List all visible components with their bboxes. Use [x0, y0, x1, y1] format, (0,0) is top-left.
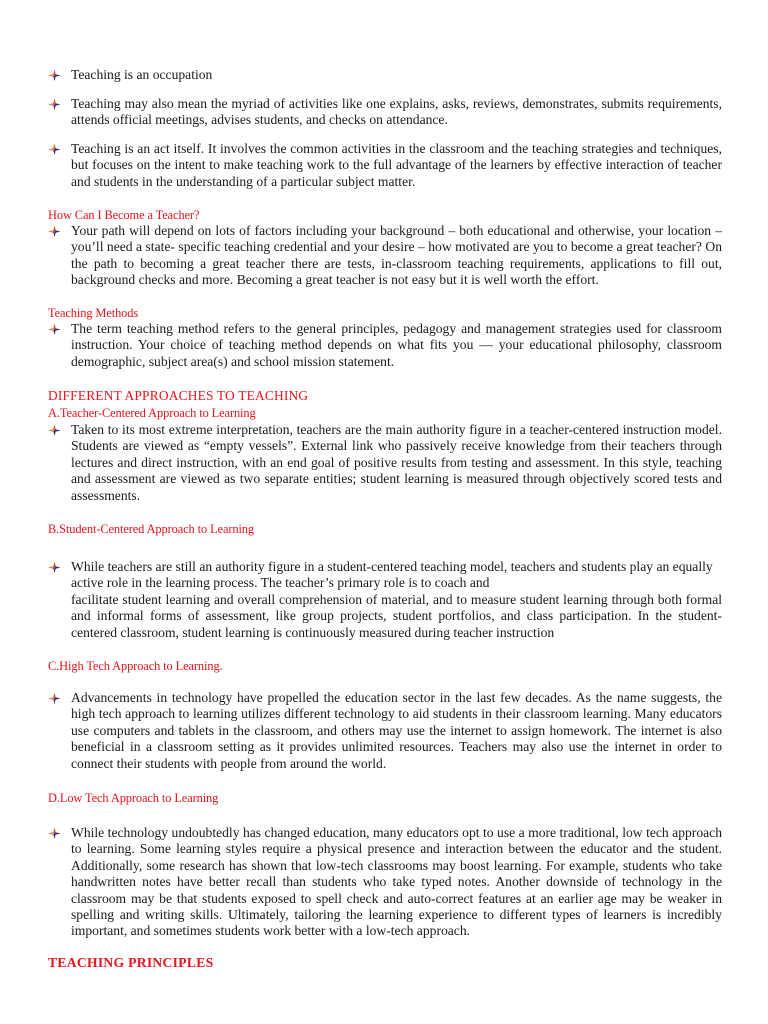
- teaching-methods-item: [48, 321, 722, 370]
- approach-a-text: Taken to its most extreme interpretation, teachers are the main authority figure in a teacher-centered instruction model. Students are viewed as “empty vessels”. External link who passively receive knowledge from their teachers through lectures and direct instruction, with an end goal of positive results from testing and assessment. In this style, teaching and assessment are viewed as two separate entities; student learning is measured through objectively scored tests and assessments.: [71, 422, 722, 503]
- intro-item-text: Teaching may also mean the myriad of activities like one explains, asks, reviews, demonstrates, submits requirements, attends official meetings, advises students, and checks on attendance.: [71, 96, 722, 128]
- approach-b-item: [48, 559, 722, 641]
- approach-d-text: While technology undoubtedly has changed education, many educators opt to use a more traditional, low tech approach to learning. Some learning styles require a physical presence and interaction between the educator and the student. Additionally, some research has shown that low-tech classrooms may boost learning. For example, students who take handwritten notes have better recall than students who take typed notes. Another downside of technology in the classroom may be that students exposed to spell check and auto-correct features at an earlier age may be weaker in spelling and writing skills. Ultimately, tailoring the learning experience to different types of learners is incredibly important, and sometimes students work better with a low-tech approach.: [71, 825, 722, 939]
- intro-item-2: [48, 96, 722, 129]
- teaching-methods-heading: Teaching Methods: [48, 306, 139, 320]
- intro-item-text: Teaching is an act itself. It involves the common activities in the classroom and the teaching strategies and techniques, but focuses on the intent to make teaching work to the full advantage of the learners by effective interaction of teacher and students in the understanding of a particular subject matter.: [71, 141, 722, 189]
- four-point-star-bullet-icon: [48, 562, 61, 573]
- teaching-principles-heading: TEACHING PRINCIPLES: [48, 955, 214, 970]
- approach-b-text-1: While teachers are still an authority figure in a student-centered teaching model, teachers and students play an equally active role in the learning process. The teacher’s primary role is to coach and: [71, 559, 713, 591]
- approach-c-item: [48, 690, 722, 772]
- four-point-star-bullet-icon: [48, 828, 61, 839]
- approaches-heading: DIFFERENT APPROACHES TO TEACHING: [48, 388, 309, 403]
- approach-a-item: [48, 422, 722, 504]
- teaching-methods-text: The term teaching method refers to the general principles, pedagogy and management strategies used for classroom instruction. Your choice of teaching method depends on what fits you — your educational philosophy, classroom demographic, subject area(s) and school mission statement.: [71, 321, 722, 369]
- four-point-star-bullet-icon: [48, 226, 61, 237]
- approach-c-heading: C.High Tech Approach to Learning.: [48, 659, 223, 673]
- become-teacher-heading: How Can I Become a Teacher?: [48, 208, 200, 222]
- four-point-star-bullet-icon: [48, 425, 61, 436]
- intro-item-1: [48, 67, 722, 83]
- become-teacher-text: Your path will depend on lots of factors including your background – both educational and otherwise, your location – you’ll need a state- specific teaching credential and your desire – how motivated are you to become a great teacher? On the path to becoming a great teacher there are tests, in-classroom teaching requirements, applications to fill out, background checks and more. Becoming a great teacher is not easy but it is well worth the effort.: [71, 223, 722, 288]
- approach-d-heading: D.Low Tech Approach to Learning: [48, 791, 219, 805]
- become-teacher-item: [48, 223, 722, 289]
- four-point-star-bullet-icon: [48, 70, 61, 81]
- four-point-star-bullet-icon: [48, 144, 61, 155]
- approach-b-text-2: facilitate student learning and overall comprehension of material, and to measure student learning through both formal and informal forms of assessment, like group projects, student portfolios, and class participation. In the student-centered classroom, student learning is continuously measured during teacher instruction: [71, 591, 722, 640]
- approach-b-heading: B.Student-Centered Approach to Learning: [48, 522, 254, 536]
- approach-a-heading: A.Teacher-Centered Approach to Learning: [48, 406, 256, 420]
- four-point-star-bullet-icon: [48, 324, 61, 335]
- four-point-star-bullet-icon: [48, 99, 61, 110]
- approach-c-text: Advancements in technology have propelled the education sector in the last few decades. As the name suggests, the high tech approach to learning utilizes different technology to aid students in their classroom learning. Many educators use computers and tablets in the classroom, and others may use the internet to assign homework. The internet is also beneficial in a classroom setting as it provides unlimited resources. Teachers may also use the internet in order to connect their students with people from around the world.: [71, 690, 722, 771]
- approach-d-item: [48, 825, 722, 940]
- intro-item-3: [48, 141, 722, 190]
- four-point-star-bullet-icon: [48, 693, 61, 704]
- intro-item-text: Teaching is an occupation: [71, 67, 213, 82]
